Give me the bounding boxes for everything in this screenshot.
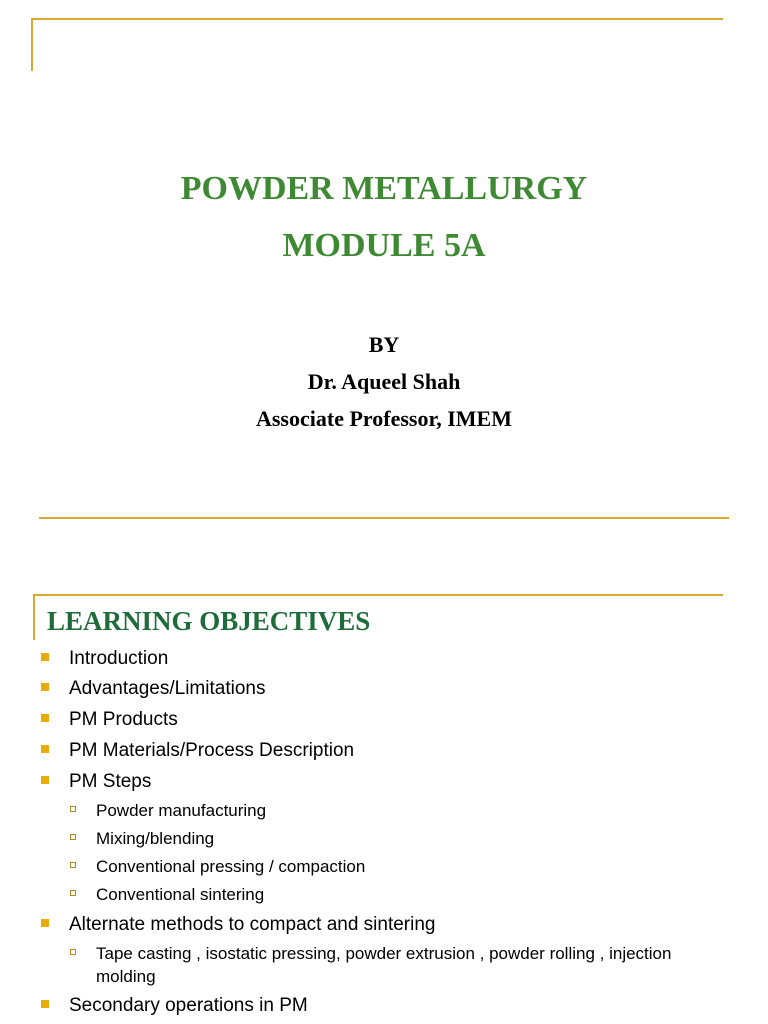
slide1-title-line1: POWDER METALLURGY [180, 170, 588, 207]
subitem-label: Conventional sintering [96, 885, 265, 904]
subitem-label: Conventional pressing / compaction [96, 857, 366, 876]
objective-item-secondary-operations: Secondary operations in PM [69, 995, 308, 1016]
subitem-conventional-pressing [96, 855, 365, 878]
subitem-alternate-techniques [96, 942, 696, 988]
slide2-top-rule [33, 594, 723, 596]
subitem-label: Powder manufacturing [96, 801, 267, 820]
slide1-author: Dr. Aqueel Shah [307, 369, 461, 394]
subitem-mixing-blending [96, 827, 214, 850]
subitem-powder-manufacturing [96, 799, 266, 822]
objective-item-pm-steps: PM Steps [69, 771, 152, 792]
slide1-by: BY [368, 332, 400, 357]
objective-item-advantages: Advantages/Limitations [69, 678, 266, 699]
subitem-conventional-sintering [96, 883, 264, 906]
hollow-square-bullet-icon [70, 949, 76, 955]
subitem-label: Tape casting , isostatic pressing, powder extrusion , powder rolling , injection molding [96, 944, 672, 986]
hollow-square-bullet-icon [70, 862, 76, 868]
hollow-square-bullet-icon [70, 806, 76, 812]
slide1-position: Associate Professor, IMEM [255, 406, 512, 431]
hollow-square-bullet-icon [70, 890, 76, 896]
objective-item-pm-materials: PM Materials/Process Description [69, 740, 355, 761]
slide1-left-rule [31, 18, 33, 71]
objective-item-alternate-methods: Alternate methods to compact and sintering [69, 914, 436, 935]
slide1-top-rule [32, 18, 723, 20]
hollow-square-bullet-icon [70, 834, 76, 840]
objectives-heading: LEARNING OBJECTIVES [47, 606, 371, 636]
slide2-left-rule [33, 594, 35, 640]
subitem-label: Mixing/blending [96, 829, 215, 848]
objective-item-introduction: Introduction [69, 648, 169, 669]
slide1-title-line2: MODULE 5A [282, 227, 486, 264]
objective-item-pm-products: PM Products [69, 709, 178, 730]
slide-divider-rule [39, 517, 729, 519]
